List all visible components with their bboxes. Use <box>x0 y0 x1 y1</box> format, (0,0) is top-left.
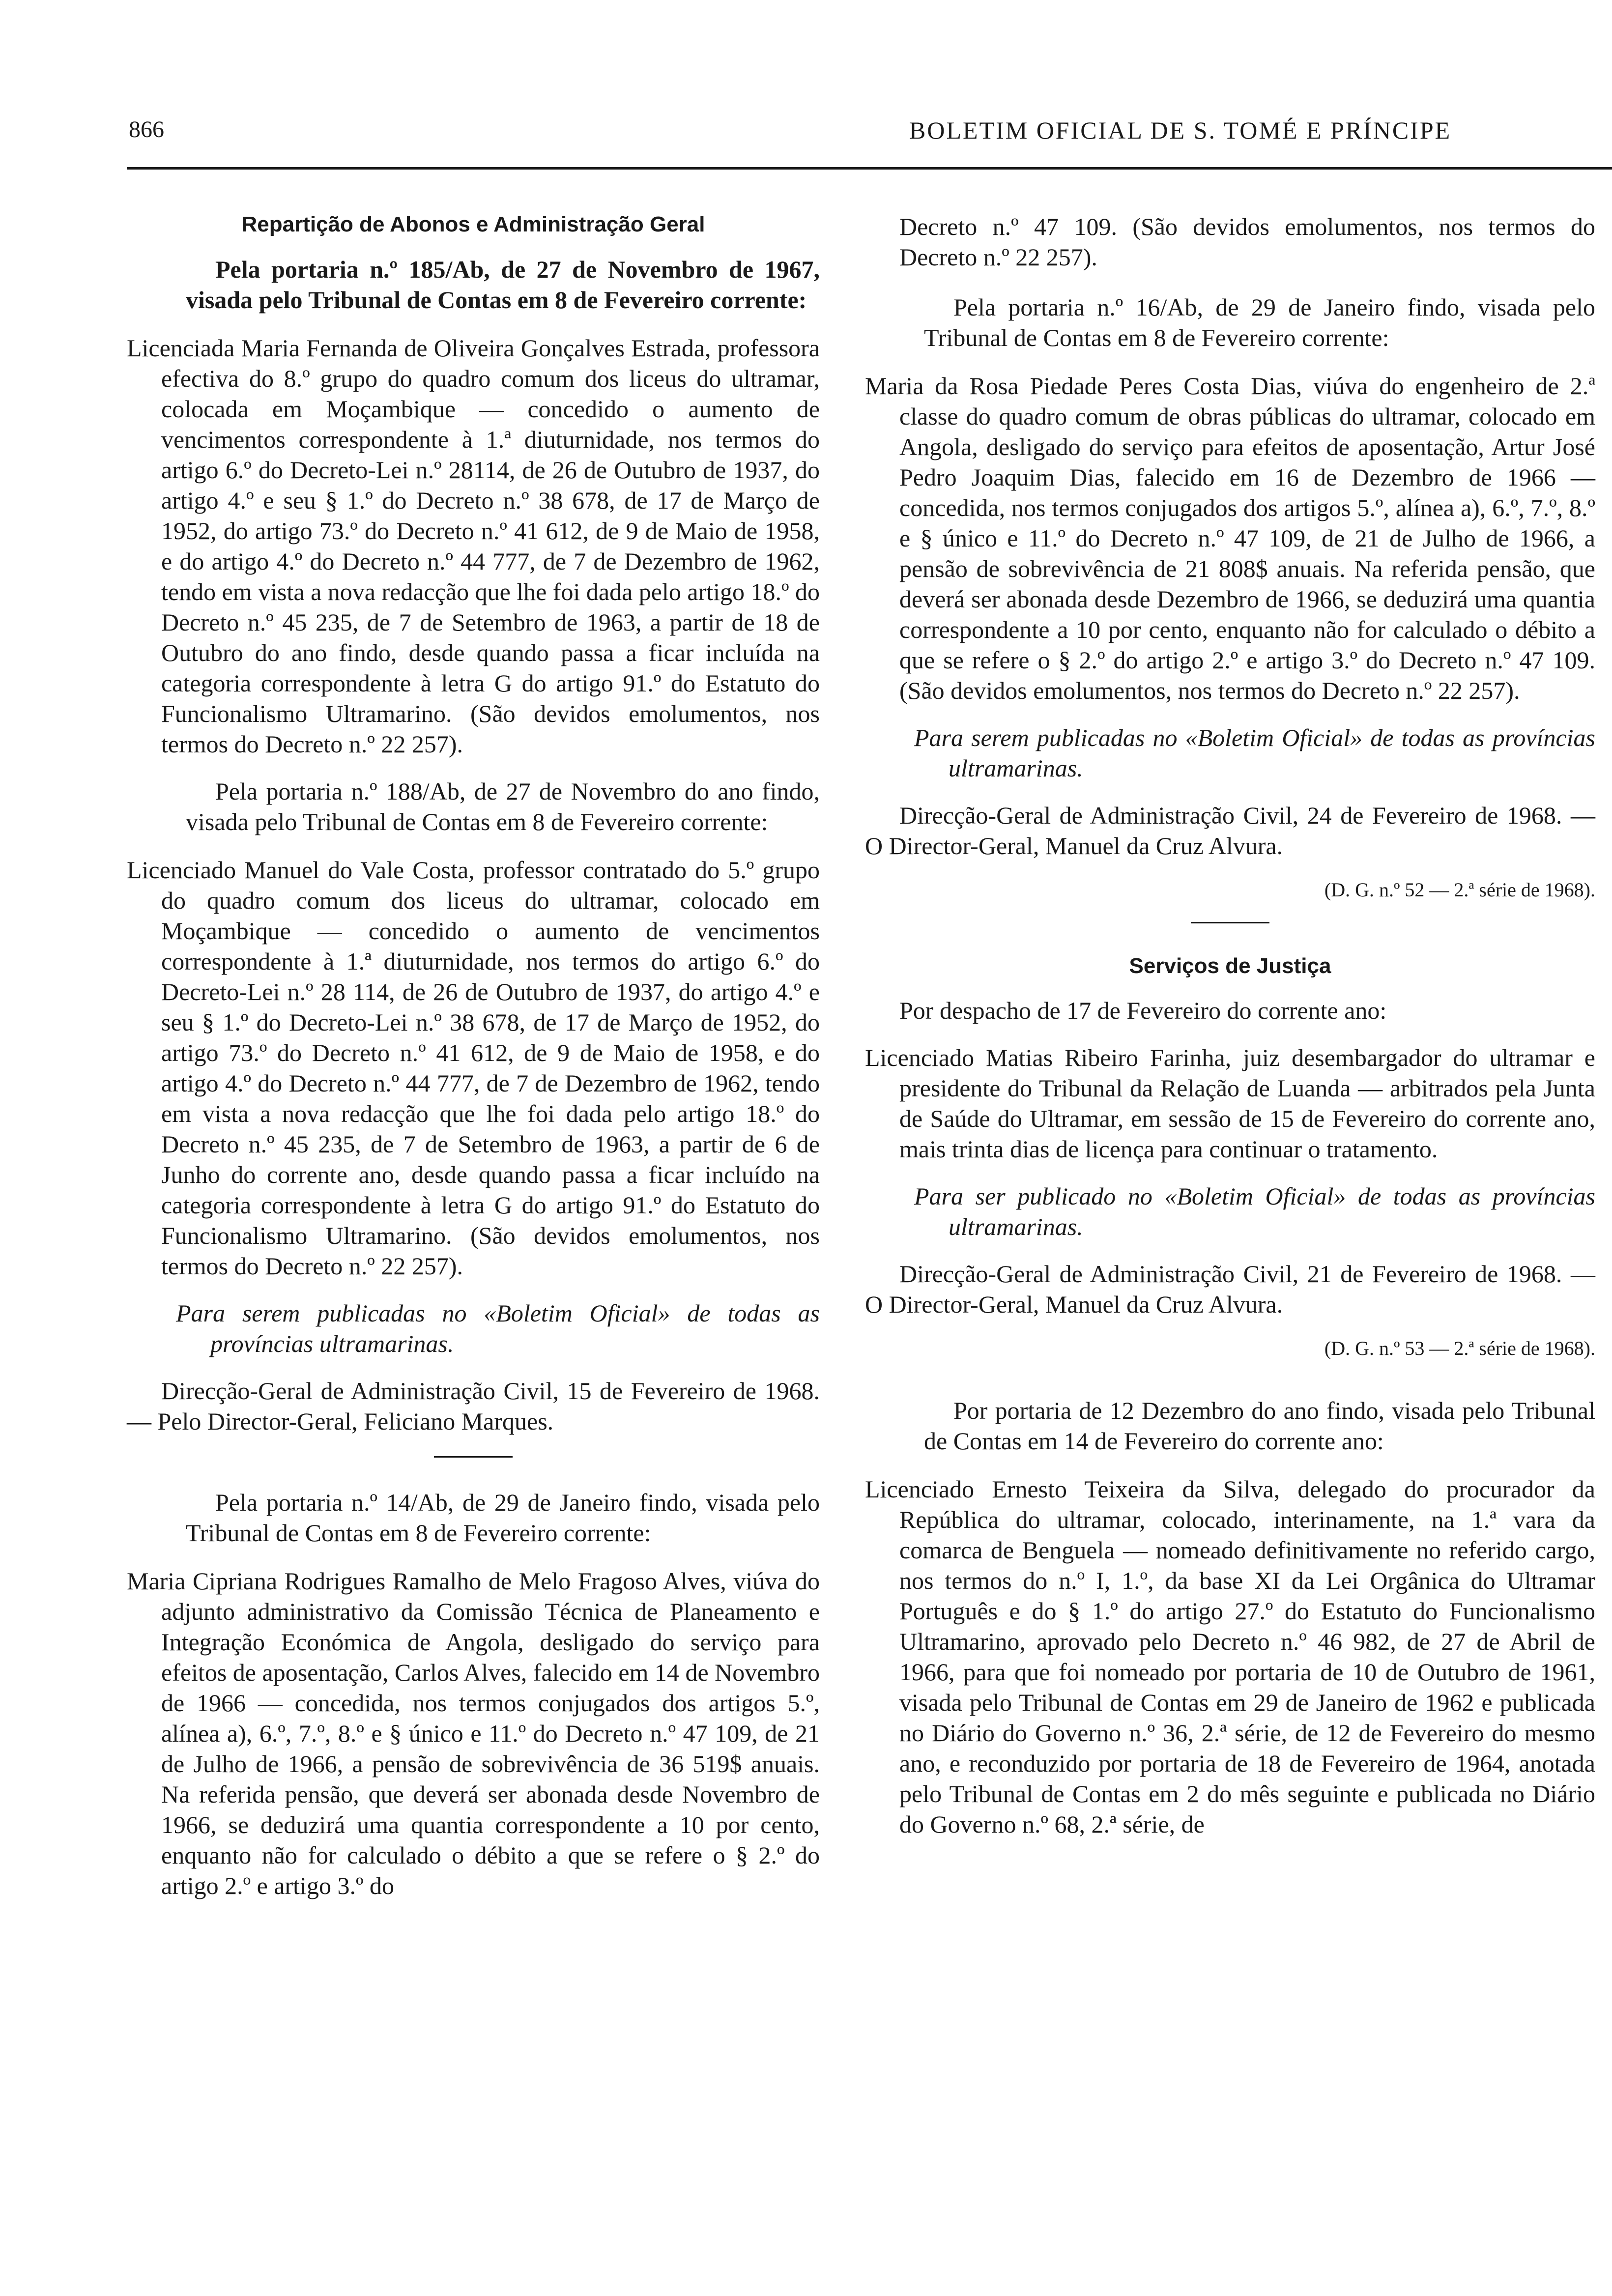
section-divider-ornament <box>1191 922 1269 923</box>
portaria-intro-185: Pela portaria n.º 185/Ab, de 27 de Novembro de 1967, visada pelo Tribunal de Contas em 8 de Fevereiro corrente: <box>186 255 820 314</box>
signature-block-1: Direcção-Geral de Administração Civil, 15 de Fevereiro de 1968. — Pelo Director-Geral, Feliciano Marques. <box>127 1377 820 1435</box>
right-column <box>865 211 1595 1856</box>
section-heading-justica: Serviços de Justiça <box>1129 953 1331 978</box>
signature-block-2: Direcção-Geral de Administração Civil, 24 de Fevereiro de 1968. — O Director-Geral, Manuel da Cruz Alvura. <box>865 802 1595 860</box>
portaria-intro-14: Pela portaria n.º 14/Ab, de 29 de Janeiro findo, visada pelo Tribunal de Contas em 8 de Fevereiro corrente: <box>186 1488 820 1547</box>
page-number: 866 <box>129 116 164 143</box>
continued-text: Decreto n.º 47 109. (São devidos emolumentos, nos termos do Decreto n.º 22 257). <box>899 213 1595 271</box>
portaria-intro-dezembro: Por portaria de 12 Dezembro do ano findo, visada pelo Tribunal de Contas em 14 de Fevereiro do corrente ano: <box>924 1396 1595 1455</box>
gazette-reference-1: (D. G. n.º 52 — 2.ª série de 1968). <box>1324 879 1595 901</box>
publication-note-3: Para ser publicado no «Boletim Oficial» de todas as províncias ultramarinas. <box>914 1182 1595 1241</box>
entry-maria-cipriana: Maria Cipriana Rodrigues Ramalho de Melo Fragoso Alves, viúva do adjunto administrativo da Comissão Técnica de Planeamento e Integração Económica de Angola, desligado do serviço para efeitos de aposentação, Carlos Alves, falecido em 14 de Novembro de 1966 — concedida, nos termos conjugados dos artigos 5.º, alínea a), 6.º, 7.º, 8.º e § único e 11.º do Decreto n.º 47 109, de 21 de Julho de 1966, a pensão de sobrevivência de 36 519$ anuais. Na referida pensão, que deverá ser abonada desde Novembro de 1966, se deduzirá uma quantia correspondente a 10 por cento, enquanto não for calculado o débito a que se refere o § 2.º do artigo 2.º e artigo 3.º do <box>127 1567 820 1899</box>
entry-manuel-vale-costa: Licenciado Manuel do Vale Costa, professor contratado do 5.º grupo do quadro comum dos liceus do ultramar, colocado em Moçambique — concedido o aumento de vencimentos correspondente à 1.ª diuturnidade, nos termos do artigo 6.º do Decreto-Lei n.º 28 114, de 26 de Outubro de 1937, do artigo 4.º e seu § 1.º do Decreto-Lei n.º 38 678, de 17 de Março de 1952, do artigo 73.º do Decreto n.º 41 612, de 9 de Maio de 1958, e do artigo 4.º do Decreto n.º 44 777, de 7 de Dezembro de 1962, tendo em vista a nova redacção que lhe foi dada pelo artigo 18.º do Decreto n.º 45 235, de 7 de Setembro de 1963, a partir de 6 de Junho do corrente ano, desde quando passa a ficar incluído na categoria correspondente à letra G do artigo 91.º do Estatuto do Funcionalismo Ultramarino. (São devidos emolumentos, nos termos do Decreto n.º 22 257). <box>127 856 820 1280</box>
portaria-intro-188: Pela portaria n.º 188/Ab, de 27 de Novembro do ano findo, visada pelo Tribunal de Contas em 8 de Fevereiro corrente: <box>186 777 820 835</box>
running-title: BOLETIM OFICIAL DE S. TOMÉ E PRÍNCIPE <box>909 116 1452 144</box>
left-column <box>127 211 820 1918</box>
gazette-reference-2: (D. G. n.º 53 — 2.ª série de 1968). <box>1324 1337 1595 1360</box>
portaria-intro-16: Pela portaria n.º 16/Ab, de 29 de Janeiro findo, visada pelo Tribunal de Contas em 8 de Fevereiro corrente: <box>924 293 1595 351</box>
entry-ernesto-silva: Licenciado Ernesto Teixeira da Silva, delegado do procurador da República do ultramar, colocado, interinamente, na 1.ª vara da comarca de Benguela — nomeado definitivamente no referido cargo, nos termos do n.º I, 1.º, da base XI da Lei Orgânica do Ultramar Português e do § 1.º do artigo 27.º do Estatuto do Funcionalismo Ultramarino, aprovado pelo Decreto n.º 46 982, de 27 de Abril de 1966, para que foi nomeado por portaria de 10 de Outubro de 1961, visada pelo Tribunal de Contas em 29 de Janeiro de 1962 e publicada no Diário do Governo n.º 36, 2.ª série, de 12 de Fevereiro do mesmo ano, e reconduzido por portaria de 18 de Fevereiro de 1964, anotada pelo Tribunal de Contas em 2 do mês seguinte e publicada no Diário do Governo n.º 68, 2.ª série, de <box>865 1475 1595 1838</box>
publication-note-2: Para serem publicadas no «Boletim Oficial» de todas as províncias ultramarinas. <box>914 724 1595 782</box>
signature-block-3: Direcção-Geral de Administração Civil, 21 de Fevereiro de 1968. — O Director-Geral, Manuel da Cruz Alvura. <box>865 1260 1595 1319</box>
publication-note-1: Para serem publicadas no «Boletim Oficial» de todas as províncias ultramarinas. <box>176 1299 820 1357</box>
entry-maria-da-rosa: Maria da Rosa Piedade Peres Costa Dias, viúva do engenheiro de 2.ª classe do quadro comum de obras públicas do ultramar, colocado em Angola, desligado do serviço para efeitos de aposentação, Artur José Pedro Joaquim Dias, falecido em 16 de Dezembro de 1966 — concedida, nos termos conjugados dos artigos 5.º, alínea a), 6.º, 7.º, 8.º e § único e 11.º do Decreto n.º 47 109, de 21 de Julho de 1966, a pensão de sobrevivência de 21 808$ anuais. Na referida pensão, que deverá ser abonada desde Dezembro de 1966, se deduzirá uma quantia correspondente a 10 por cento, enquanto não for calculado o débito a que se refere o § 2.º do artigo 2.º e artigo 3.º do Decreto n.º 47 109. (São devidos emolumentos, nos termos do Decreto n.º 22 257). <box>865 372 1595 704</box>
entry-matias-farinha: Licenciado Matias Ribeiro Farinha, juiz desembargador do ultramar e presidente do Tribunal da Relação de Luanda — arbitrados pela Junta de Saúde do Ultramar, em sessão de 15 de Fevereiro do corrente ano, mais trinta dias de licença para continuar o tratamento. <box>865 1044 1595 1163</box>
entry-maria-fernanda: Licenciada Maria Fernanda de Oliveira Gonçalves Estrada, professora efectiva do 8.º grupo do quadro comum dos liceus do ultramar, colocada em Moçambique — concedido o aumento de vencimentos correspondente à 1.ª diuturnidade, nos termos do artigo 6.º do Decreto-Lei n.º 28114, de 26 de Outubro de 1937, do artigo 4.º e seu § 1.º do Decreto n.º 38 678, de 17 de Março de 1952, do artigo 73.º do Decreto n.º 41 612, de 9 de Maio de 1958, e do artigo 4.º do Decreto n.º 44 777, de 7 de Dezembro de 1962, tendo em vista a nova redacção que lhe foi dada pelo artigo 18.º do Decreto n.º 45 235, de 7 de Setembro de 1963, a partir de 18 de Outubro do ano findo, desde quando passa a ficar incluída na categoria correspondente à letra G do artigo 91.º do Estatuto do Funcionalismo Ultramarino. (São devidos emolumentos, nos termos do Decreto n.º 22 257). <box>127 334 820 758</box>
despacho-intro: Por despacho de 17 de Fevereiro do corrente ano: <box>899 997 1387 1025</box>
section-heading-abonos: Repartição de Abonos e Administração Geral <box>241 212 705 236</box>
header-rule <box>127 167 1612 170</box>
section-divider <box>434 1456 513 1458</box>
